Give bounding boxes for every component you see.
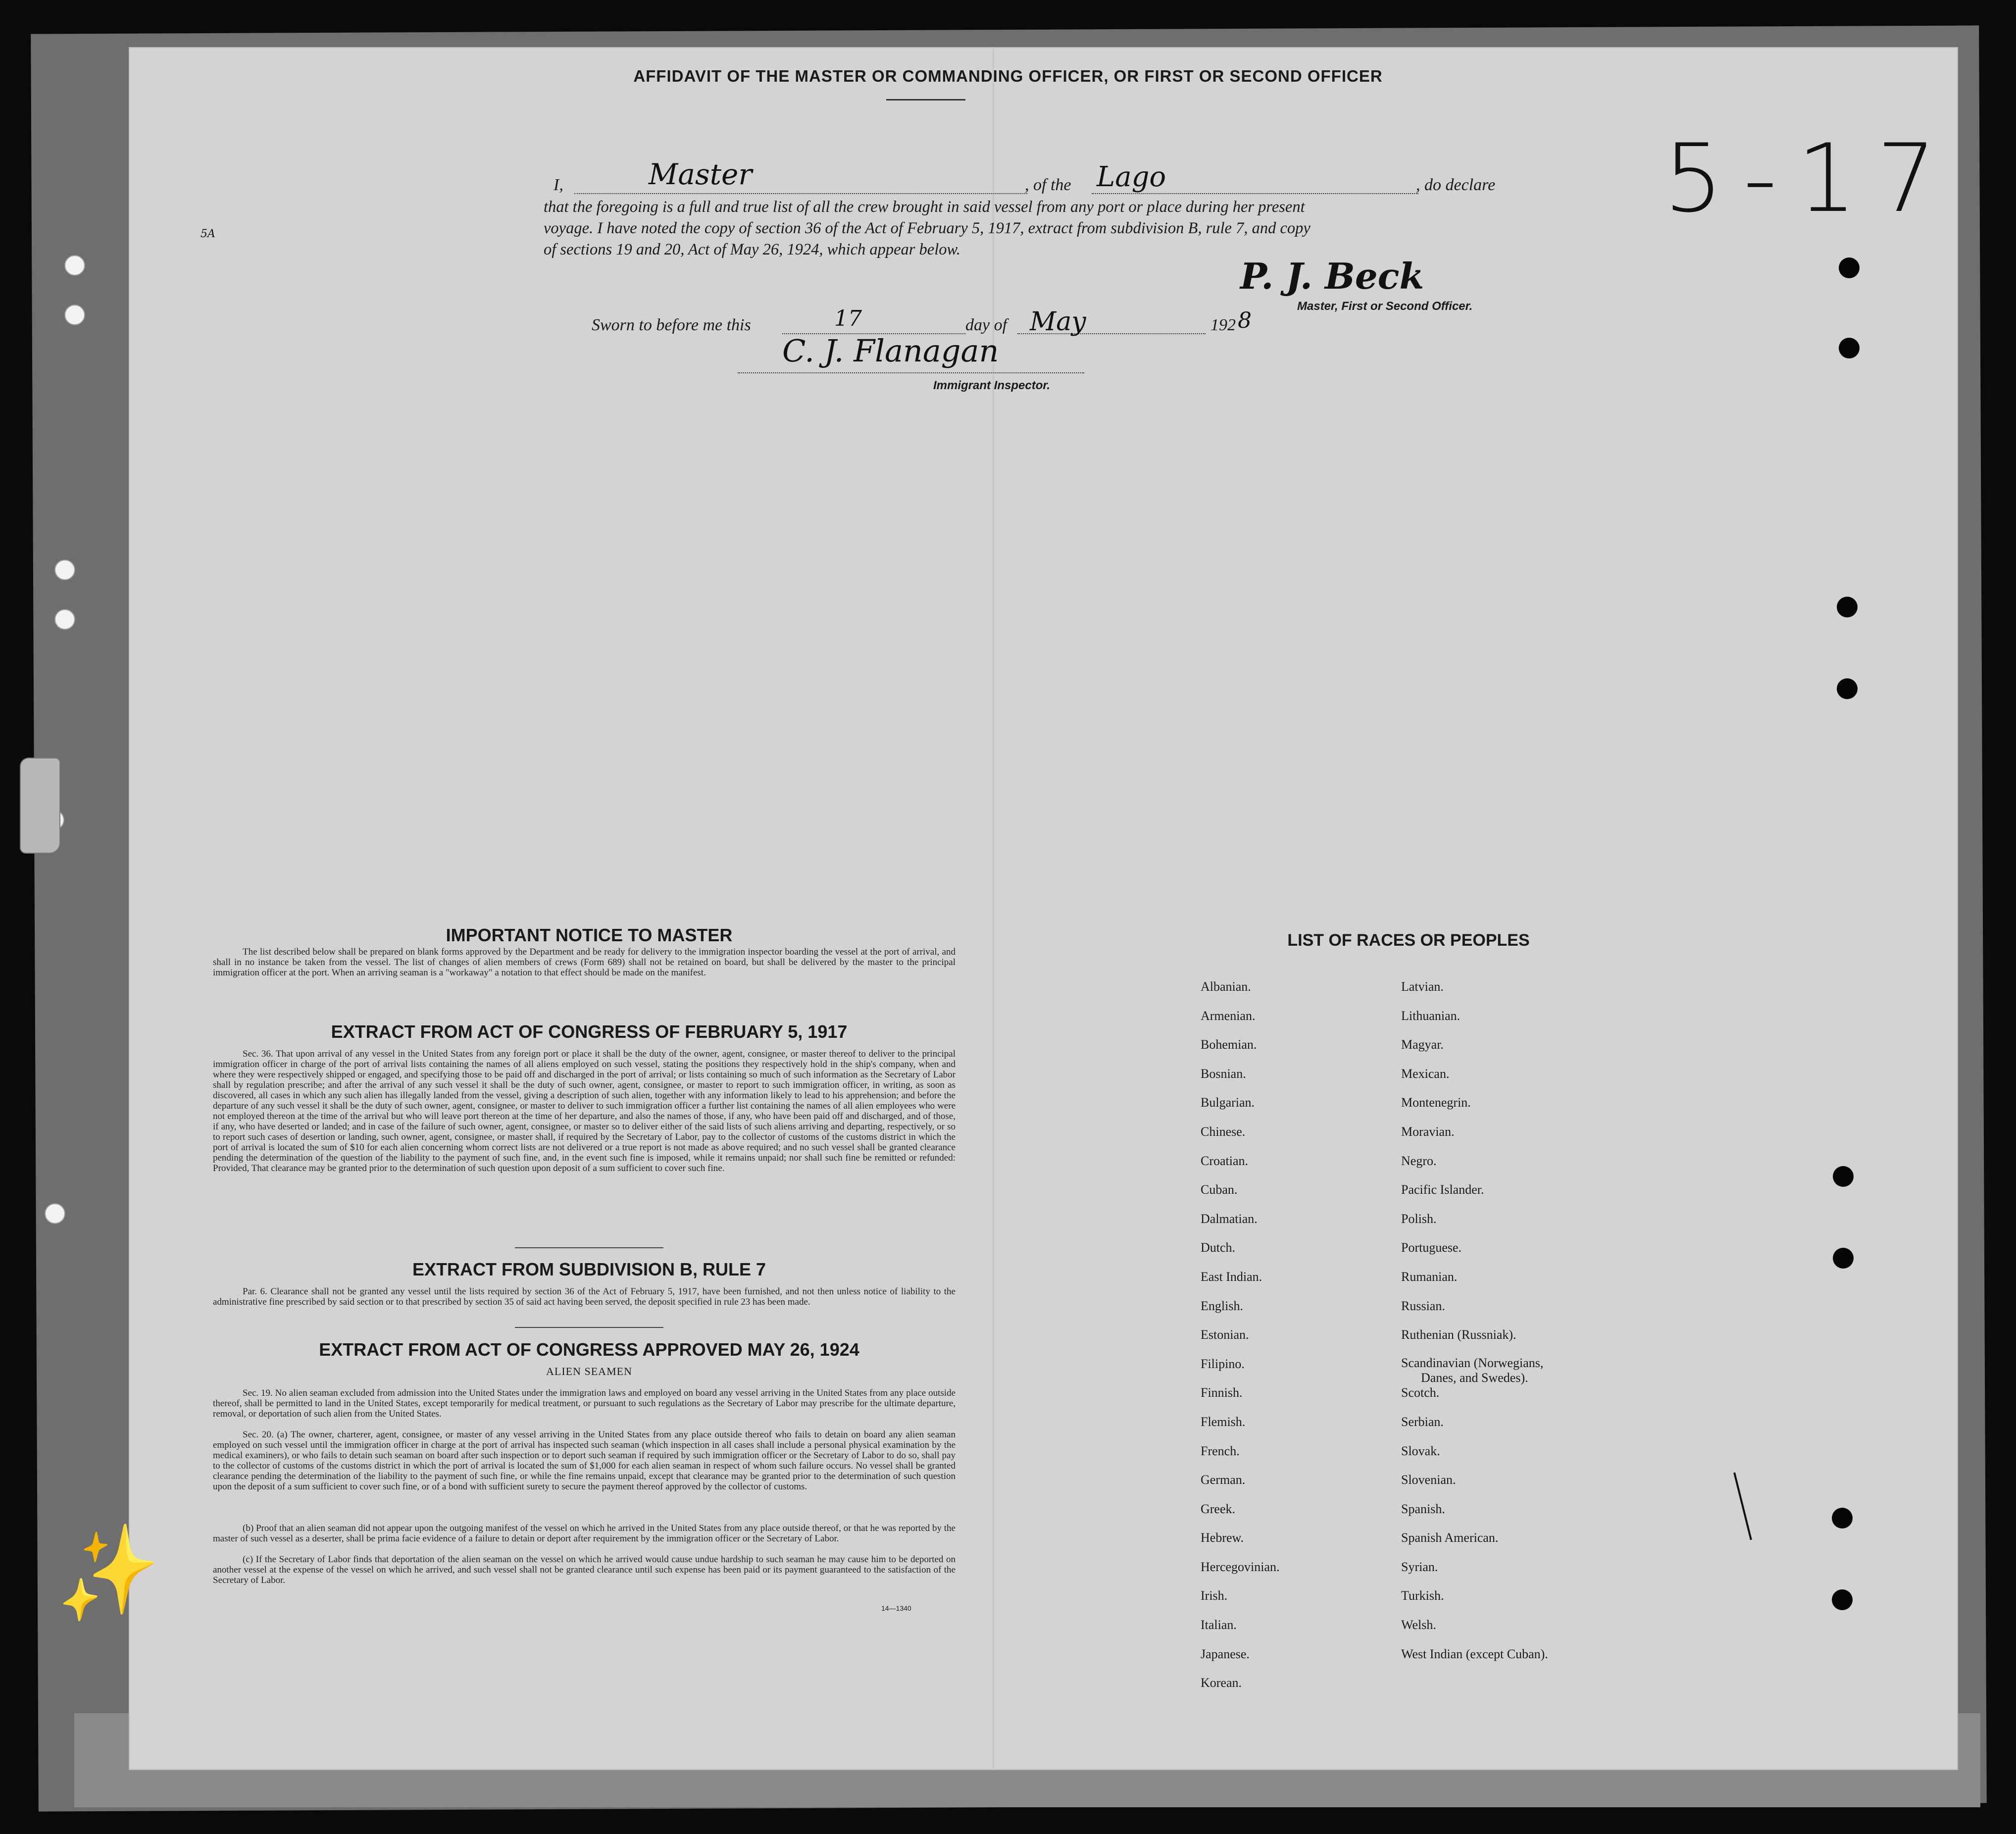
master-signature-caption: Master, First or Second Officer. [1297, 300, 1473, 313]
race-item: Spanish American. [1401, 1530, 1499, 1545]
race-item: Hebrew. [1201, 1530, 1244, 1545]
race-item: Spanish. [1401, 1501, 1445, 1516]
affidavit-line-1-prefix: I, [554, 176, 563, 194]
extract-1924-subtitle: ALIEN SEAMEN [546, 1365, 632, 1377]
vessel-name-line [1092, 193, 1418, 194]
race-item: Greek. [1201, 1501, 1236, 1516]
race-item: Portuguese. [1401, 1240, 1462, 1255]
race-item: Bohemian. [1201, 1037, 1257, 1052]
race-item: Mexican. [1401, 1066, 1450, 1081]
extract-1917-title: EXTRACT FROM ACT OF CONGRESS OF FEBRUARY 5, 1917 [331, 1021, 848, 1042]
race-item: Chinese. [1201, 1124, 1246, 1139]
binder-hole [54, 609, 75, 630]
race-item: Moravian. [1401, 1124, 1455, 1139]
race-item: Dalmatian. [1201, 1211, 1258, 1226]
binder-hole [1833, 1248, 1854, 1269]
document-page [129, 47, 1958, 1770]
race-item: Ruthenian (Russniak). [1401, 1327, 1516, 1342]
race-item: Hercegovinian. [1201, 1559, 1280, 1574]
extract-1924-sec20a: Sec. 20. (a) The owner, charterer, agent, consignee, or master of any vessel arriving in the United States from any place outside thereof who fails to detain on board any alien seaman employed on such vessel until the immigration officer in charge at the port of arrival has inspected such seaman (which inspection in all cases shall include a personal physical examination by the medical examiners), or who fails to detain such seaman on board after such inspection or to deport such seaman if required by such immigration officer or the Secretary of Labor to do so, shall pay to the collector of customs of the customs district in which the port of arrival is located the sum of $1,000 for each alien seaman in respect of whom such failure occurs. No vessel shall be granted clearance pending the determination of the liability to the payment of such fine, or while the fine remains unpaid, except that clearance may be granted prior to the determination of such question upon the deposit of a sum sufficient to cover such fine, or of a bond with sufficient surety to secure the payment thereof approved by the collector of customs. [213, 1429, 956, 1492]
race-item: Slovenian. [1401, 1473, 1456, 1487]
sworn-prefix: Sworn to before me this [592, 316, 751, 334]
inspector-signature: C. J. Flanagan [782, 333, 999, 369]
race-item: German. [1201, 1473, 1246, 1487]
binder-hole [1832, 1589, 1853, 1610]
margin-scrawl: ✨ [40, 1516, 163, 1633]
affidavit-line-4: of sections 19 and 20, Act of May 26, 1924, which appear below. [544, 241, 960, 258]
inspector-caption: Immigrant Inspector. [933, 379, 1051, 392]
tape-fragment [20, 758, 60, 854]
race-item: Bosnian. [1201, 1066, 1246, 1081]
section-rule [515, 1247, 663, 1248]
race-item: French. [1201, 1443, 1240, 1458]
race-item: Lithuanian. [1401, 1008, 1461, 1023]
binder-hole [1837, 678, 1858, 699]
sworn-year-printed: 192 [1210, 316, 1236, 334]
race-item: Armenian. [1201, 1008, 1256, 1023]
extract-1924-sec20c: (c) If the Secretary of Labor finds that deportation of the alien seaman on the vessel on which he arrived would cause undue hardship to such seaman he may cause him to be deported on another vessel at the expense of the vessel on which he arrived, and such vessel shall not be granted clearance until such expense has been paid or its payment guaranteed to the satisfaction of the Secretary of Labor. [213, 1554, 956, 1585]
race-item: Bulgarian. [1201, 1095, 1255, 1110]
race-item: Turkish. [1401, 1588, 1444, 1603]
notice-body: The list described below shall be prepared on blank forms approved by the Department and be ready for delivery to the immigration inspector boarding the vessel at the port of arrival, and shall in no instance be taken from the vessel. The list of changes of alien members of crews (Form 689) shall not be retained on board, but shall be delivered by the master to the principal immigration officer at the port. When an arriving seaman is a "workaway" a notation to that effect should be made on the manifest. [213, 947, 956, 978]
race-item: West Indian (except Cuban). [1401, 1646, 1548, 1661]
race-item: Irish. [1201, 1588, 1228, 1603]
race-item: Japanese. [1201, 1646, 1250, 1661]
race-item: Latvian. [1401, 979, 1444, 994]
race-item: Welsh. [1401, 1618, 1436, 1632]
race-item: Albanian. [1201, 979, 1251, 994]
races-left-column [1201, 972, 1280, 1698]
sworn-mid: day of [965, 316, 1008, 334]
race-item: Flemish. [1201, 1414, 1246, 1429]
affidavit-line-1-mid: , of the [1025, 176, 1071, 194]
binder-hole [54, 560, 75, 580]
race-item: Dutch. [1201, 1240, 1236, 1255]
notice-title: IMPORTANT NOTICE TO MASTER [446, 925, 733, 945]
form-number: 14—1340 [881, 1604, 911, 1612]
race-item: Estonian. [1201, 1327, 1249, 1342]
race-item: Korean. [1201, 1676, 1242, 1690]
binder-hole [1833, 1166, 1854, 1187]
race-item: Syrian. [1401, 1559, 1438, 1574]
margin-mark: 5A [201, 228, 215, 240]
race-item: Polish. [1401, 1211, 1437, 1226]
race-item: Croatian. [1201, 1153, 1249, 1168]
race-item: Pacific Islander. [1401, 1182, 1484, 1197]
race-item: Russian. [1401, 1298, 1445, 1313]
inspector-line [738, 372, 1084, 373]
title-rule [886, 99, 965, 101]
race-item-continuation: Danes, and Swedes). [1421, 1370, 1528, 1385]
sworn-day-handwritten: 17 [834, 306, 862, 331]
race-item: Scandinavian (Norwegians, Danes, and Swedes). [1401, 1350, 1548, 1379]
master-name-line [574, 193, 1027, 194]
race-item: Serbian. [1401, 1414, 1444, 1429]
races-right-column [1401, 972, 1548, 1669]
race-item: East Indian. [1201, 1269, 1262, 1284]
affidavit-line-1-suffix: , do declare [1416, 176, 1496, 194]
race-item: Magyar. [1401, 1037, 1444, 1052]
affidavit-line-2: that the foregoing is a full and true list of all the crew brought in said vessel from any port or place during her present [544, 198, 1305, 216]
binder-hole [1839, 257, 1860, 278]
binder-hole [1839, 338, 1860, 358]
binder-hole [64, 305, 85, 325]
center-fold [993, 47, 994, 1770]
race-item: Rumanian. [1401, 1269, 1458, 1284]
vessel-name-handwritten: Lago [1097, 161, 1166, 193]
master-name-handwritten: Master [649, 157, 753, 191]
affidavit-line-3: voyage. I have noted the copy of section 36 of the Act of February 5, 1917, extract from subdivision B, rule 7, and copy [544, 219, 1310, 237]
races-title: LIST OF RACES OR PEOPLES [1287, 931, 1530, 950]
race-item: English. [1201, 1298, 1243, 1313]
race-item: Negro. [1401, 1153, 1437, 1168]
section-rule [515, 1327, 663, 1328]
extract-rule7-body: Par. 6. Clearance shall not be granted any vessel until the lists required by section 36 of the Act of February 5, 1917, have been furnished, and not then unless notice of liability to the administrative fine prescribed by said section or to that prescribed by section 35 of said act having been served, the deposit specified in rule 23 has been made. [213, 1286, 956, 1307]
race-item: Finnish. [1201, 1385, 1243, 1400]
binder-hole [1837, 597, 1858, 617]
sworn-month-handwritten: May [1030, 307, 1086, 337]
race-item: Filipino. [1201, 1356, 1245, 1371]
race-item: Montenegrin. [1401, 1095, 1471, 1110]
race-item: Slovak. [1401, 1443, 1440, 1458]
master-signature: P. J. Beck [1240, 255, 1424, 297]
extract-1924-sec20b: (b) Proof that an alien seaman did not appear upon the outgoing manifest of the vessel on which he arrived in the United States from any place outside thereof, or that he was reported by the master of such vessel as a deserter, shall be prima facie evidence of a failure to detain or deport after requirement by the immigration officer or the Secretary of Labor. [213, 1523, 956, 1544]
race-item: Scotch. [1401, 1385, 1440, 1400]
extract-1924-sec19: Sec. 19. No alien seaman excluded from admission into the United States under the immigration laws and employed on board any vessel arriving in the United States from any place outside thereof, shall be permitted to land in the United States, except temporarily for medical treatment, or pursuant to such regulations as the Secretary of Labor may prescribe for the ultimate departure, removal, or deportation of such alien from the United States. [213, 1388, 956, 1419]
binder-hole [1832, 1508, 1853, 1528]
page-number-handwritten: 5-17 [1663, 124, 1957, 233]
race-item: Cuban. [1201, 1182, 1238, 1197]
sworn-year-handwritten: 8 [1238, 308, 1252, 333]
extract-1917-body: Sec. 36. That upon arrival of any vessel in the United States from any foreign port or place it shall be the duty of the owner, agent, consignee, or master thereof to deliver to the principal immigration officer in charge of the port of arrival lists containing the names of all aliens employed on such vessel, stating the positions they respectively hold in the ship's company, when and where they were respectively shipped or engaged, and specifying those to be paid off and discharged in the port of arrival; or lists containing so much of such information as the Secretary of Labor shall by regulation prescribe; and after the arrival of any such vessel it shall be the duty of such owner, agent, consignee, or master to report to such immigration officer, in writing, as soon as discovered, all cases in which any such alien has illegally landed from the vessel, giving a description of such alien, together with any information likely to lead to his apprehension; and before the departure of any such vessel it shall be the duty of such owner, agent, consignee, or master to deliver to such immigration officer a further list containing the names of all alien employees who were not employed thereon at the time of the arrival but who will leave port thereon at the time of her departure, and also the names of those, if any, who have been paid off and discharged, and of those, if any, who have deserted or landed; and in case of the failure of such owner, agent, consignee, or master so to deliver either of the said lists of such aliens arriving and departing, respectively, or so to report such cases of desertion or landing, such owner, agent, consignee, or master shall, if required by the Secretary of Labor, pay to the collector of customs of the customs district in which the port of arrival is located the sum of $10 for each alien concerning whom correct lists are not delivered or a true report is not made as above required; and no such vessel shall be granted clearance pending the determination of the question of the liability to the payment of such fine, and, in the event such fine is imposed, while it remains unpaid; nor shall such fine be remitted or refunded: Provided, That clearance may be granted prior to the determination of such question upon deposit of a sum sufficient to cover such fine. [213, 1049, 956, 1173]
race-item: Italian. [1201, 1618, 1237, 1632]
extract-rule7-title: EXTRACT FROM SUBDIVISION B, RULE 7 [412, 1259, 766, 1279]
extract-1924-title: EXTRACT FROM ACT OF CONGRESS APPROVED MAY 26, 1924 [319, 1339, 859, 1360]
affidavit-title: AFFIDAVIT OF THE MASTER OR COMMANDING OFFICER, OR FIRST OR SECOND OFFICER [633, 67, 1383, 85]
binder-hole [64, 255, 85, 276]
binder-hole [45, 1203, 65, 1224]
